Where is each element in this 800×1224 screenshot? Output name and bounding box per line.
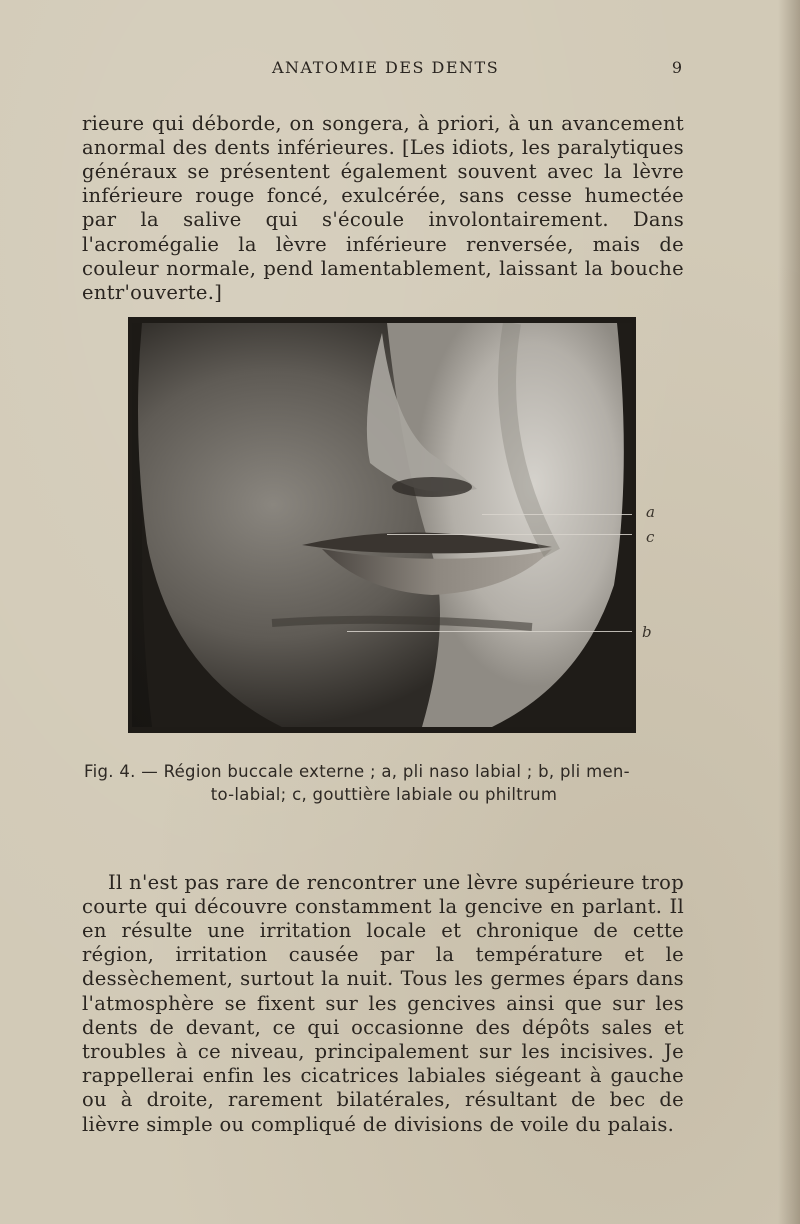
caption-line-2: to-labial; c, gouttière labiale ou philtrum bbox=[210, 785, 558, 804]
paragraph-upper-lip: Il n'est pas rare de rencontrer une lèvre supérieure trop courte qui découvre constamment la gencive en parlant. Il en résulte une irritation locale et chronique de cette région, irritation causée par la température et le dessèchement, surtout la nuit. Tous les germes épars dans l'atmosphère se fixent sur les gencives ainsi que sur les dents de devant, ce qui occasionne des dépôts sales et troubles à ce niveau, principalement sur les incisives. Je rappellerai enfin les cicatrices labiales siégeant à gauche ou à droite, rarement bilatérales, résultant de bec de lièvre simple ou compliqué de divisions de voile du palais. bbox=[82, 870, 684, 1136]
face-illustration bbox=[132, 323, 632, 727]
figure-label-a: a bbox=[646, 503, 655, 521]
page-number: 9 bbox=[671, 58, 682, 77]
leader-line-b bbox=[347, 631, 632, 632]
paragraph-continued: rieure qui déborde, on songera, à priori, à un avancement anormal des dents inférieures. [Les idiots, les paralytiques généraux se présentent également souvent avec la lèvre inférieure rouge foncé, exulcérée, sans cesse humectée par la salive qui s'écoule involontairement. Dans l'acromégalie la lèvre inférieure renversée, mais de couleur normale, pend lamentablement, laissant la bouche entr'ouverte.] bbox=[82, 111, 684, 304]
leader-line-c bbox=[387, 534, 632, 535]
running-head bbox=[80, 58, 690, 82]
figure-label-b: b bbox=[642, 623, 652, 641]
leader-line-a bbox=[482, 514, 632, 515]
page-edge-shadow bbox=[778, 0, 800, 1224]
running-title: ANATOMIE DES DENTS bbox=[272, 58, 500, 77]
face-photo bbox=[132, 323, 632, 727]
figure-photograph bbox=[128, 317, 636, 733]
caption-line-1: Fig. 4. — Région buccale externe ; a, pli naso labial ; b, pli men- bbox=[84, 762, 630, 781]
figure-label-c: c bbox=[646, 528, 655, 546]
figure-caption bbox=[84, 760, 684, 806]
